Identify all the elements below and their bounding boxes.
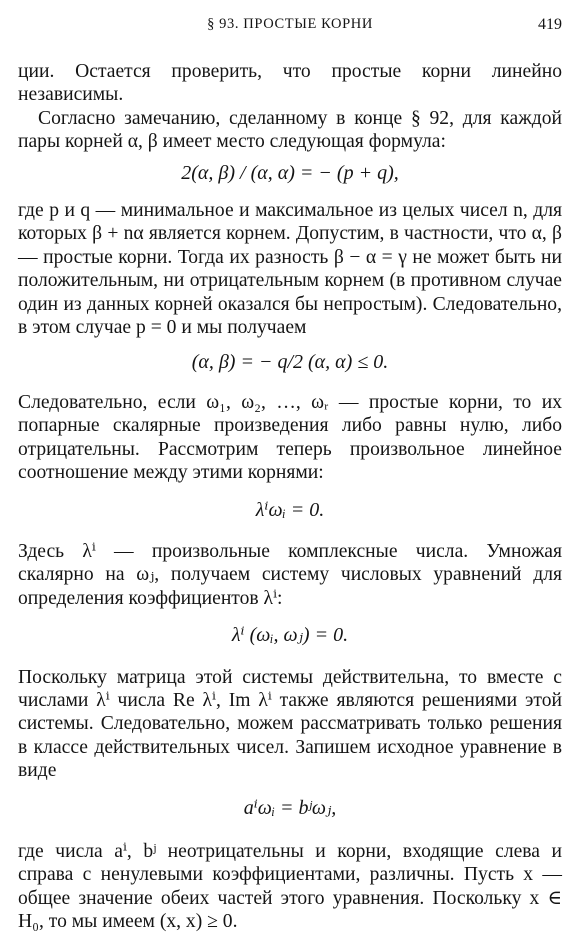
paragraph-continuation: ции. Остается проверить, что простые корни линейно независимы. (18, 61, 562, 106)
page-header (0, 16, 580, 38)
paragraph-simple-roots: где p и q — минимальное и максимальное из целых чисел n, для которых β + nα является корнем. Допустим, в частности, что α, β — простые корни. Тогда их разность β − α = γ не может быть ни положительным, ни отрицательным корнем (в противном случае один из данных корней оказался бы непростым). Следовательно, в этом случае p = 0 и мы получаем (18, 200, 562, 339)
paragraph-coefficients: Здесь λⁱ — произвольные комплексные числа. Умножая скалярно на ωⱼ, получаем систему числовых уравнений для определения коэффициентов λⁱ: (18, 540, 562, 609)
formula-split-equation: aⁱωᵢ = bʲωⱼ, (243, 796, 337, 819)
formula-system: λⁱ (ωᵢ, ωⱼ) = 0. (231, 624, 349, 647)
formula-ratio: 2(α, β) / (α, α) = − (p + q), (181, 161, 399, 184)
paragraph-conclusion: где числа aⁱ, bʲ неотрицательны и корни, входящие слева и справа с ненулевыми коэффициентами, различны. Пусть x — общее значение обеих частей этого уравнения. Поскольку x ∈ H₀, то мы имеем (x, x) ≥ 0. (18, 840, 562, 933)
running-head: § 93. ПРОСТЫЕ КОРНИ (207, 16, 373, 32)
paragraph-remark: Согласно замечанию, сделанному в конце § 92, для каждой пары корней α, β имеет место следующая формула: (18, 107, 562, 153)
page-number: 419 (538, 16, 562, 33)
formula-linear-relation: λⁱωᵢ = 0. (255, 498, 325, 521)
formula-inequality: (α, β) = − q/2 (α, α) ≤ 0. (191, 351, 389, 374)
paragraph-linear-relation: Следовательно, если ω₁, ω₂, …, ωᵣ — простые корни, то их попарные скалярные произведения либо равны нулю, либо отрицательны. Рассмотрим теперь произвольное линейное соотношение между этими корнями: (18, 391, 562, 484)
page-body (18, 60, 562, 934)
paragraph-real-solutions: Поскольку матрица этой системы действительна, то вместе с числами λⁱ числа Re λⁱ, Im λⁱ также являются решениями этой системы. Следовательно, можем рассматривать только решения в классе действительных чисел. Запишем исходное уравнение в виде (18, 666, 562, 782)
